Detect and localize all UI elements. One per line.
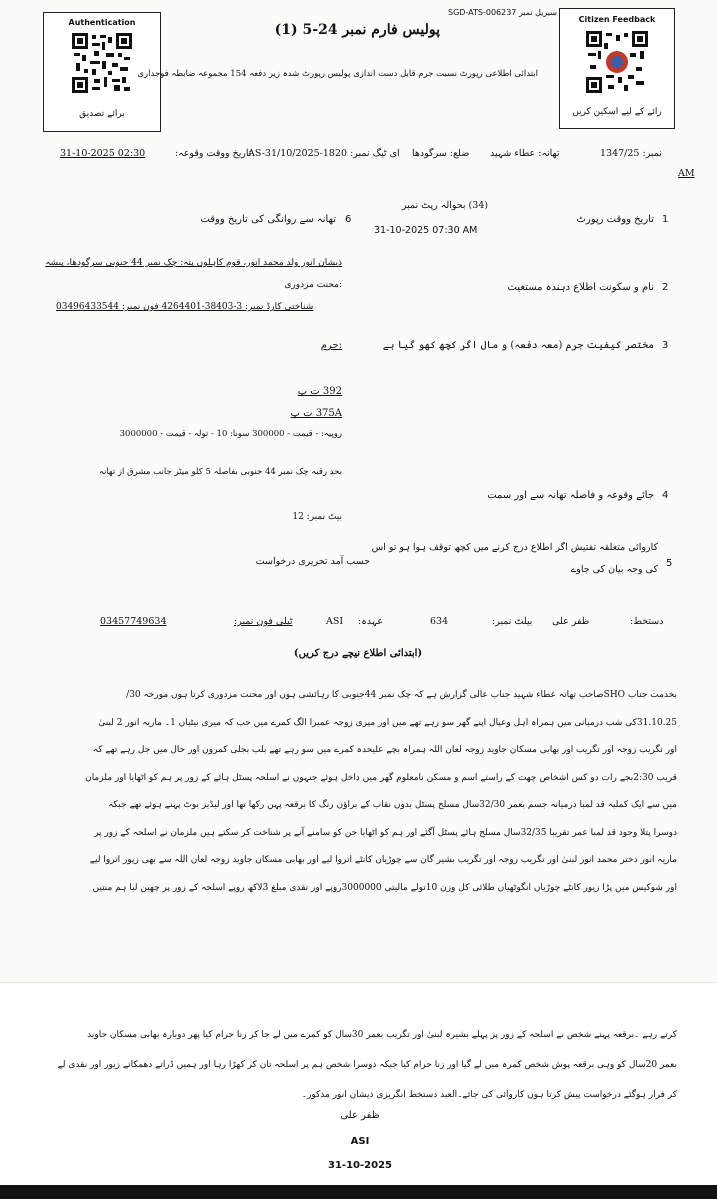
row-3-number: 3	[662, 340, 669, 351]
row-4-label: جائے وقوعہ و فاصلہ تھانہ سے اور سمت	[487, 490, 654, 501]
complainant-line-3: شناختی کارڈ نمبر: 3-38403-4264401 فون نمبر: 03496433544	[56, 302, 314, 312]
officer-rank: ASI	[326, 616, 344, 627]
serial-number	[448, 8, 557, 17]
officer-signature-label: دستخط:	[630, 616, 664, 627]
fir-narrative	[40, 682, 677, 902]
row-1-report-datetime: 31-10-2025 07:30 AM	[374, 225, 478, 236]
row-1-report-ref: (34) بحوالہ رپٹ نمبر	[401, 200, 489, 211]
narrative-line: اور تگریب زوجہ اور تگریب اور بھابی مسکان جاوید زوجہ لعان اللہ ہمراہ بچے علیحدہ کمرے میں سو رہے تھے بلب بجلی کمروں اور حال میں جل رہے تھے کہ	[92, 745, 677, 755]
row-2-label: نام و سکونت اطلاع دہندہ مستغیث	[507, 282, 654, 293]
authentication-qr-code	[72, 33, 132, 93]
closing-officer-rank: ASI	[350, 1136, 370, 1147]
complainant-line-2: :محنت مزدوری	[284, 280, 342, 290]
fir-number: نمبر: 1347/25	[600, 148, 662, 159]
citizen-feedback-qr-box[interactable]	[559, 8, 675, 129]
continuation-line: کرتے رہے ۔برقعہ پہنے شخص نے اسلحہ کے زور پر پہلے بشیرہ لبنیٰ اور تگریب بعمر 30سال کو کمرے میں لے جا کر زنا حرام کیا پھر دوبارہ بھابی مسکان جاوید	[87, 1030, 677, 1040]
narrative-line: 31.10.25کی شب درمیانی میں ہمراہ اہل وعیال اپنے گھر سو رہے تھے میں اور میری زوجہ عمیرا الگ کمرے میں جب کہ میری بیٹیاں 1۔ ماریہ انور 2 لبنیٰ	[98, 717, 677, 728]
narrative-line: ماریہ انور دختر محمد انور لبنیٰ اور تگریب زوجہ اور تگریب بشیر گان سے چوڑیاں کانٹے اتروا لیے اور بھابی مسکان جاوید زوجہ لعان اللہ سے بھی زیور اتروا لیے	[89, 855, 677, 865]
row-2-number: 2	[662, 282, 669, 293]
continuation-line: بعمر 20سال کو وہی برقعہ پوش شخص کمرہ میں لے گیا اور زنا حرام کیا جبکہ دوسرا شخص ہم پر اسلحہ تان کر کھڑا رہا اور ہمیں ڈراتے دھمکاتے زیور اور نقدی لے	[57, 1060, 677, 1070]
occurrence-datetime: 31-10-2025 02:30	[60, 148, 146, 159]
closing-officer-name: ظفر علی	[340, 1110, 380, 1121]
district: ضلع: سرگودھا	[412, 148, 470, 159]
narrative-line: اور شوکیس میں پڑا زیور کانٹے چوڑیاں انگوٹھیاں طلائی کل وزن 10تولے مالیتی 3000000روپے اور نقدی مبلغ 3لاکھ روپے اسلحہ کے زور پر چھین لیا ہم منتیں	[92, 882, 677, 893]
officer-phone-label: ٹیلی فون نمبر:	[234, 616, 293, 627]
serial-value: SGD-ATS-006237	[448, 8, 517, 17]
first-information-heading: (ابتدائی اطلاع نیچے درج کریں)	[293, 648, 423, 659]
row-6-label: تھانہ سے روانگی کی تاریخ ووقت	[200, 214, 336, 225]
closing-date: 31-10-2025	[328, 1160, 392, 1171]
eteg-number: ای ٹیگ نمبر: AS-31/10/2025-1820	[248, 148, 400, 159]
narrative-line: دوسرا پتلا وجود قد لمبا عمر تقریبا 32/35سال مسلح ہائے پسٹل آگئے اور ہم کو اٹھایا جن کو سامنے آنے پر شناخت کر سکتے ہیں ملزمان نے اسلحہ کے زور پر	[94, 827, 677, 838]
narrative-line: قریب 2:30بجے رات دو کس اشخاص چھت کے راستے اسم و مسکن نامعلوم گھر میں داخل ہوئے جنہوں نے اسلحہ پسٹل ہائے کے زور پر ہم کو اٹھایا اور ملزمان	[85, 772, 677, 783]
serial-label: سیریل نمبر	[518, 8, 557, 17]
property-value-line: روپیہ: - قیمت - 300000 سونا: 10 - تولہ - قیمت - 3000000	[119, 429, 342, 439]
officer-rank-label: عہدہ:	[358, 616, 383, 627]
fir-narrative-continuation	[40, 1020, 677, 1110]
beat-number: بیٹ نمبر: 12	[292, 512, 342, 522]
continuation-line: کر فرار ہوگئے درخواست پیش کرتا ہوں کاروائی کی جائے۔العبد دستخط انگریزی ذیشان انور مذکور۔	[301, 1090, 677, 1100]
row-5-value: حسب آمد تحریری درخواست	[255, 556, 370, 567]
officer-phone: 03457749634	[100, 616, 167, 627]
occurrence-am: AM	[678, 168, 695, 179]
crime-section-375a: 375A ت پ	[290, 408, 342, 419]
complainant-line-1: ذیشان انور ولد محمد انور، قوم کاہلوں پتہ: چک نمبر 44 جنوبی سرگودھا، پیشہ	[45, 258, 342, 268]
row-5-number: 5	[666, 558, 673, 569]
officer-belt-number: 634	[430, 616, 449, 627]
police-station: تھانہ: عطاء شہید	[490, 148, 560, 159]
citizen-feedback-caption: رائے کے لیے اسکین کریں	[572, 107, 662, 117]
occurrence-datetime-label: تاریخ ووقت وقوعہ:	[175, 148, 252, 159]
row-5-label-line-1: کاروائی متعلقہ تفتیش اگر اطلاع درج کرنے میں کچھ توقف ہوا ہو تو اس	[372, 542, 658, 553]
occurrence-place: بحد رقبہ چک نمبر 44 جنوبی بفاصلہ 5 کلو میٹر جانب مشرق از تھانہ	[98, 467, 342, 477]
authentication-caption: برائے تصدیق	[79, 109, 125, 119]
narrative-line: بخدمت جناب SHOصاحب تھانہ عطاء شہید جناب عالی گزارش ہے کہ چک نمبر 44جنوبی کا رہائشی ہوں اور محنت مزدوری کرتا ہوں مورخہ 30/	[126, 690, 677, 700]
crime-label: :جرم	[320, 340, 342, 351]
bottom-edge	[0, 1185, 717, 1199]
row-5-label-line-2: کی وجہ بیان کی جاوے	[570, 564, 658, 575]
row-1-number: 1	[662, 214, 669, 225]
row-6-number: 6	[345, 214, 352, 225]
row-4-number: 4	[662, 490, 669, 501]
citizen-feedback-title: Citizen Feedback	[578, 15, 656, 24]
officer-belt-label: بیلٹ نمبر:	[492, 616, 533, 627]
row-1-label: تاریخ ووقت رپورٹ	[576, 214, 654, 225]
citizen-feedback-qr-code	[586, 31, 648, 93]
authentication-title: Authentication	[68, 18, 136, 27]
crime-section-392: 392 ت پ	[297, 386, 342, 397]
narrative-line: میں سے ایک کملبہ قد لمبا درمیانہ جسم بعمر 32/30سال مسلح پسٹل بدوں نقاب کے براؤن رنگ کا برقعہ پہن رکھا تھا اور لیڈیز بوٹ پہنے ہوئے تھے جبکہ	[108, 800, 677, 810]
row-3-label: مختصر کیفیت جرم (معہ دفعہ) و مال اگر کچھ کھو گیا ہے	[382, 340, 654, 351]
officer-signature-name: ظفر علی	[552, 616, 590, 627]
form-subtitle: ابتدائی اطلاعی رپورٹ نسبت جرم قابل دست اندازی پولیس رپورٹ شدہ زیر دفعہ 154 مجموعہ ضابطہ فوجداری	[137, 69, 538, 79]
form-title: پولیس فارم نمبر 24-5 (1)	[274, 22, 440, 38]
